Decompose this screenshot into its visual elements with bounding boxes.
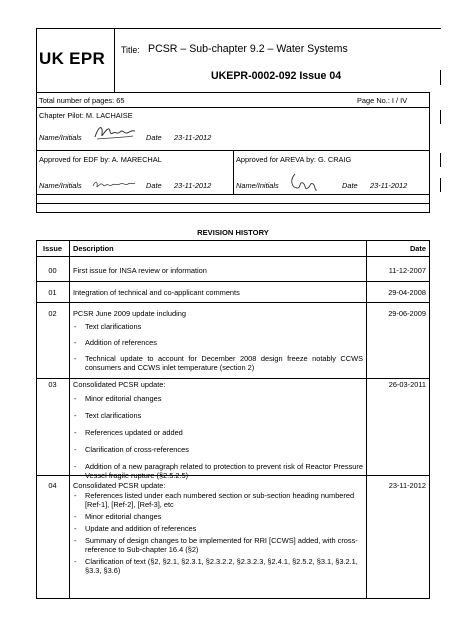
pilot-signature-image [93,121,137,143]
bullet-item: - Minor editorial changes [74,512,162,521]
bullet-item: - Update and addition of references [74,524,197,533]
bullet-item: - References listed under each numbered section or sub-section heading numbered [Ref-1], [Ref-2], [Ref-3], etc [74,491,355,509]
issue-date: 11-12-2007 [388,266,426,275]
name-initials-label: Name/Initials [39,133,82,142]
issue-date: 26-03-2011 [388,380,426,389]
uk-epr-logo: UK EPR [39,49,106,68]
issue-number: 02 [48,309,57,318]
page-number: Page No.: I / IV [357,96,408,105]
date-label: Date [146,133,162,142]
areva-date-label: Date [342,181,358,190]
description-text: First issue for INSA review or information [73,266,207,275]
bullet-item: - Technical update to account for December 2008 design freeze notably CCWS consumers and CCWS inlet temperature (section 2) [74,354,363,372]
approved-areva: Approved for AREVA by: G. CRAIG [236,155,352,164]
areva-name-initials-label: Name/Initials [236,181,279,190]
edf-date-label: Date [146,181,162,190]
bullet-item: - Minor editorial changes [74,394,162,403]
bullet-item: - Clarification of text (§2, §2.1, §2.3.1, §2.3.2.2, §2.3.2.3, §2.4.1, §2.5.2, §3.1, §3.2.1, §3.3, §3.6) [74,557,358,575]
edf-name-initials-label: Name/Initials [39,181,82,190]
areva-date: 23-11-2012 [370,181,408,190]
issue-number: 01 [48,288,57,297]
issue-date: 29-06-2009 [388,309,426,318]
bullet-item: - Text clarifications [74,411,142,420]
bullet-item: - Clarification of cross-references [74,445,189,454]
description-text: PCSR June 2009 update including [73,309,186,318]
issue-number: 03 [48,380,57,389]
areva-signature-image [289,171,319,193]
column-header-date: Date [409,244,426,253]
column-header-description: Description [73,244,114,253]
approved-edf: Approved for EDF by: A. MARECHAL [39,155,162,164]
edf-date: 23-11-2012 [174,181,212,190]
chapter-pilot: Chapter Pilot: M. LACHAISE [39,111,133,120]
description-text: Integration of technical and co-applicant comments [73,288,240,297]
issue-number: 00 [48,266,57,275]
column-header-issue: Issue [43,244,62,253]
document-title: PCSR – Sub-chapter 9.2 – Water Systems [148,43,348,55]
pilot-date: 23-11-2012 [174,133,212,142]
bullet-item: - Addition of a new paragraph related to protection to prevent risk of Reactor Pressure Vessel fragile rupture (§2.5.2.5) [74,462,363,480]
issue-number: 04 [48,481,57,490]
issue-date: 23-11-2012 [388,481,426,490]
bullet-item: - References updated or added [74,428,183,437]
bullet-item: - Addition of references [74,338,157,347]
edf-signature-image [91,177,137,191]
issue-date: 29-04-2008 [388,288,426,297]
bullet-list [73,322,363,372]
document-reference: UKEPR-0002-092 Issue 04 [211,70,342,82]
description-text: Consolidated PCSR update: [73,380,166,389]
bullet-list [73,394,363,480]
bullet-item: - Text clarifications [74,322,142,331]
revision-history-heading: REVISION HISTORY [197,228,269,237]
total-pages: Total number of pages: 65 [39,96,125,105]
description-text: Consolidated PCSR update: [73,481,166,490]
title-label: Title: [121,45,140,55]
bullet-list [73,491,363,575]
bullet-item: - Summary of design changes to be implemented for RRI [CCWS] added, with cross-reference to Sub-chapter 16.4 (§2) [74,536,358,554]
